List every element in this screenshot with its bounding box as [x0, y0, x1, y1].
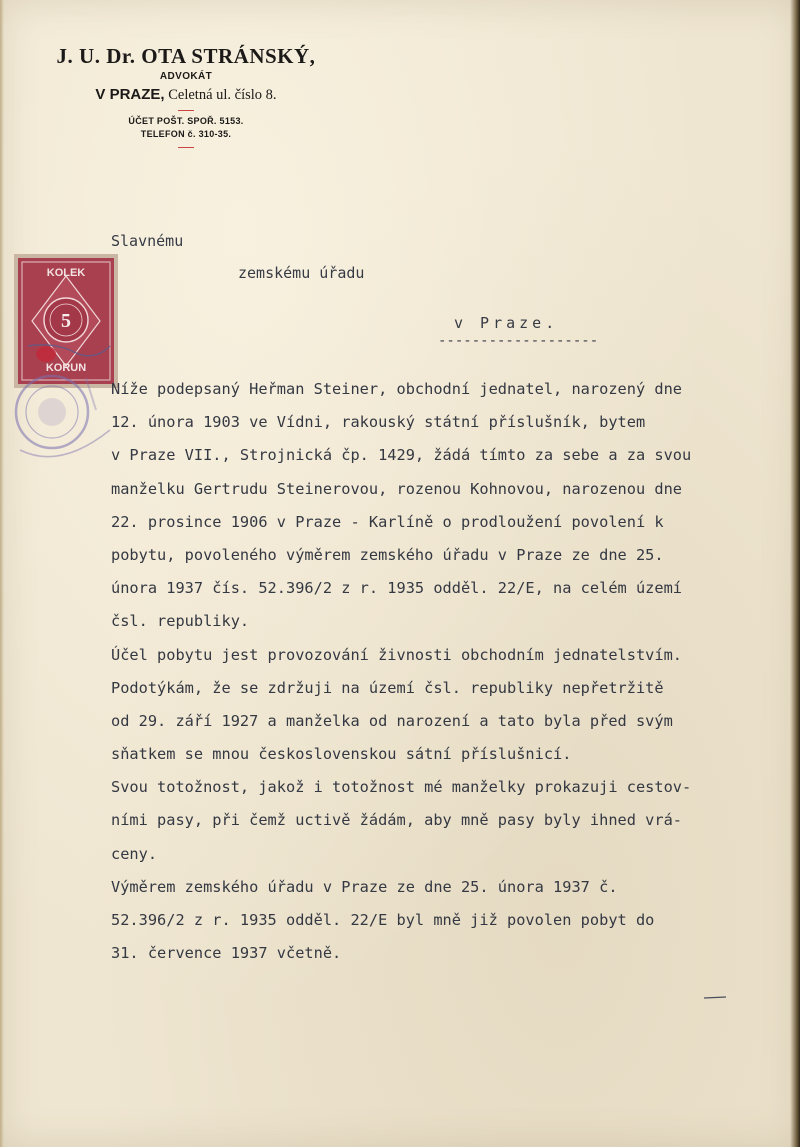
letterhead-city: V PRAZE,: [95, 86, 165, 103]
salutation-line-2: zemskému úřadu: [238, 264, 365, 282]
letterhead-divider-top: [178, 110, 194, 111]
body-line: sňatkem se mnou československou sátní příslušnicí.: [111, 745, 572, 763]
salutation-line-1: Slavnému: [111, 232, 184, 250]
revenue-stamp: [14, 254, 118, 388]
body-line: 12. února 1903 ve Vídni, rakouský státní příslušník, bytem: [111, 413, 646, 431]
body-line: pobytu, povoleného výměrem zemského úřadu v Praze ze dne 25.: [111, 546, 664, 564]
page-right-edge: [790, 0, 800, 1147]
body-line: Výměrem zemského úřadu v Praze ze dne 25. února 1937 č.: [111, 878, 618, 896]
body-line: 52.396/2 z r. 1935 odděl. 22/E byl mně již povolen pobyt do: [111, 911, 655, 929]
pen-tick-mark: [704, 996, 726, 999]
letterhead-account: ÚČET POŠT. SPOŘ. 5153.: [128, 116, 244, 126]
body-line: Podotýkám, že se zdržuji na území čsl. republiky nepřetržitě: [111, 679, 664, 697]
salutation-underline: -------------------: [438, 333, 599, 349]
body-line: manželku Gertrudu Steinerovou, rozenou Kohnovou, narozenou dne: [111, 480, 682, 498]
body-line: od 29. září 1927 a manželka od narození a tato byla před svým: [111, 712, 673, 730]
body-line: ními pasy, při čemž uctivě žádám, aby mně pasy byly ihned vrá-: [111, 811, 682, 829]
letterhead-name: J. U. Dr. OTA STRÁNSKÝ,: [56, 44, 316, 68]
body-line: 22. prosince 1906 v Praze - Karlíně o prodloužení povolení k: [111, 513, 664, 531]
body-line: Svou totožnost, jakož i totožnost mé manželky prokazuji cestov-: [111, 778, 692, 796]
body-line: Účel pobytu jest provozování živnosti obchodním jednatelstvím.: [111, 646, 682, 664]
letterhead-street: Celetná ul. číslo 8.: [168, 87, 277, 103]
revenue-stamp-top-text: KOLEK: [46, 267, 86, 279]
body-line: v Praze VII., Strojnická čp. 1429, žádá tímto za sebe a za svou: [111, 446, 692, 464]
body-line: ceny.: [111, 845, 158, 863]
page-left-edge: [0, 0, 4, 1147]
letterhead-address-line: [36, 86, 336, 104]
body-line: Níže podepsaný Heřman Steiner, obchodní jednatel, narozený dne: [111, 380, 682, 398]
body-line: čsl. republiky.: [111, 612, 250, 630]
body-line: 31. července 1937 včetně.: [111, 944, 342, 962]
letterhead-telephone: TELEFON č. 310-35.: [140, 129, 232, 139]
revenue-stamp-bottom-text: KORUN: [45, 362, 87, 374]
revenue-stamp-value: 5: [61, 310, 71, 332]
letterhead: [36, 44, 336, 152]
body-line: února 1937 čís. 52.396/2 z r. 1935 odděl. 22/E, na celém území: [111, 579, 682, 597]
letterhead-divider-bottom: [178, 147, 194, 148]
letterhead-profession: ADVOKÁT: [159, 71, 213, 82]
salutation-line-3: v Praze.: [454, 314, 559, 332]
